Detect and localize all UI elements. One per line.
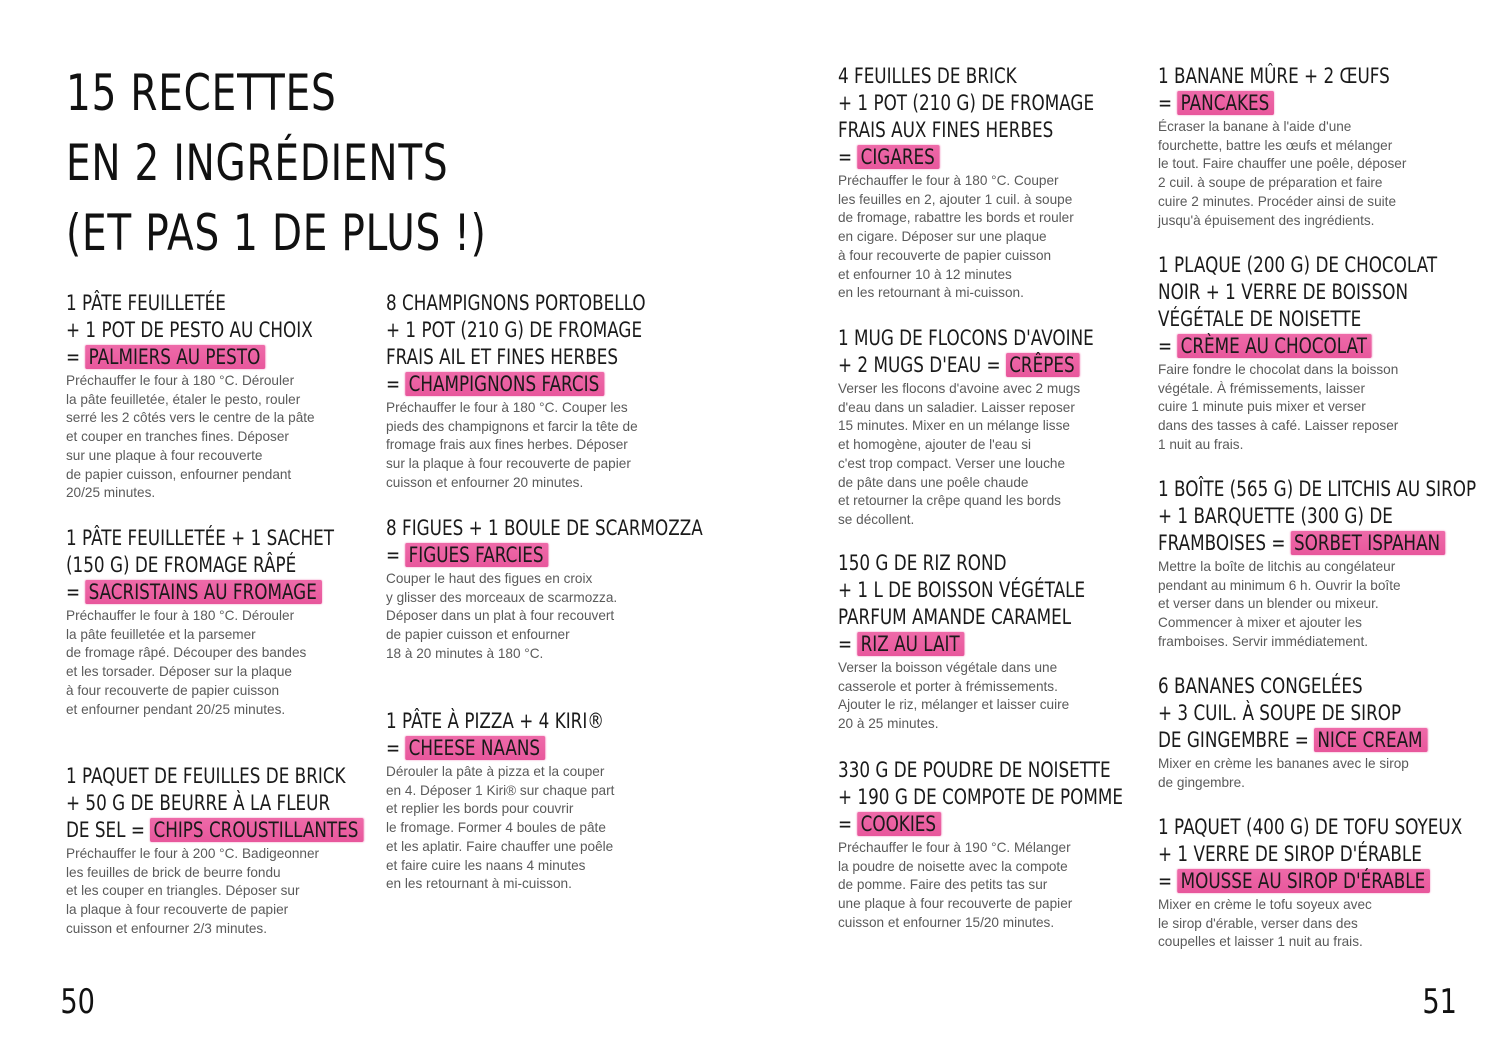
instruction-line: Verser les flocons d'avoine avec 2 mugs	[838, 381, 1081, 396]
recipe-instructions	[838, 172, 1138, 303]
recipe	[386, 708, 686, 894]
recipe-ingredients-line: + 1 VERRE DE SIROP D'ÉRABLE	[1158, 842, 1422, 866]
instruction-line: serré les 2 côtés vers le centre de la pâte	[66, 410, 315, 426]
recipe-result-highlight: CRÊPES	[1006, 353, 1079, 377]
instruction-line: la poudre de noisette avec la compote	[838, 858, 1068, 874]
instruction-line: et retourner la crêpe quand les bords	[838, 493, 1061, 509]
recipe-result-prefix: =	[66, 580, 86, 604]
recipe	[386, 290, 686, 493]
recipe	[66, 525, 366, 719]
recipe-result-prefix: + 2 MUGS D'EAU =	[838, 353, 1006, 377]
instruction-line: cuire 2 minutes. Procéder ainsi de suite	[1158, 193, 1397, 209]
instruction-line: Ajouter le riz, mélanger et laisser cuire	[838, 697, 1070, 713]
recipe-result-prefix: =	[386, 372, 406, 396]
instruction-line: 20/25 minutes.	[66, 485, 156, 501]
instruction-line: fromage frais aux fines herbes. Déposer	[386, 437, 628, 453]
recipe	[1158, 476, 1477, 652]
recipe-ingredients-line: + 3 CUIL. À SOUPE DE SIROP	[1158, 701, 1402, 725]
recipe-result-highlight: MOUSSE AU SIROP D'ÉRABLE	[1177, 869, 1430, 893]
instruction-line: sur la plaque à four recouverte de papier	[386, 456, 631, 472]
recipe	[386, 515, 703, 664]
recipe-result-highlight: RIZ AU LAIT	[857, 632, 964, 656]
instruction-line: Verser la boisson végétale dans une	[838, 660, 1058, 675]
recipe-ingredients-line: 1 PÂTE FEUILLETÉE + 1 SACHET	[66, 526, 335, 550]
instruction-line: et couper en tranches fines. Déposer	[66, 429, 289, 445]
instruction-line: c'est trop compact. Verser une louche	[838, 455, 1066, 471]
instruction-line: et replier les bords pour couvrir	[386, 801, 574, 817]
recipe-ingredients-line: + 1 L DE BOISSON VÉGÉTALE	[838, 578, 1086, 602]
instruction-line: 1 nuit au frais.	[1158, 436, 1244, 452]
instruction-line: végétale. À frémissements, laisser	[1158, 380, 1366, 396]
recipe-result-prefix: DE GINGEMBRE =	[1158, 728, 1315, 752]
recipe-result-line	[66, 579, 317, 606]
instruction-line: cuisson et enfourner 2/3 minutes.	[66, 920, 267, 936]
instruction-line: une plaque à four recouverte de papier	[838, 896, 1073, 912]
recipe-ingredients-line: 6 BANANES CONGELÉES	[1158, 674, 1363, 698]
recipe-ingredients-line: 1 PÂTE À PIZZA + 4 KIRI®	[386, 709, 605, 733]
recipe-result-highlight: CHAMPIGNONS FARCIS	[405, 372, 604, 396]
instruction-line: Faire fondre le chocolat dans la boisson	[1158, 362, 1399, 377]
instruction-line: de pâte dans une poêle chaude	[838, 474, 1029, 490]
instruction-line: de papier cuisson, enfourner pendant	[66, 466, 292, 482]
recipe-result-highlight: CHIPS CROUSTILLANTES	[150, 818, 363, 842]
recipe-result-line	[1158, 530, 1441, 557]
instruction-line: la pâte feuilletée, étaler le pesto, rouler	[66, 391, 301, 407]
recipe-ingredients-line: + 1 POT (210 G) DE FROMAGE	[386, 318, 643, 342]
recipe-ingredients-line: + 1 POT DE PESTO AU CHOIX	[66, 318, 313, 342]
instruction-line: Préchauffer le four à 180 °C. Dérouler	[66, 373, 295, 388]
recipe-ingredients-line: 1 PÂTE FEUILLETÉE	[66, 291, 226, 315]
recipe-instructions	[838, 380, 1138, 530]
recipe	[838, 757, 1138, 933]
recipe	[1158, 673, 1458, 792]
recipe	[66, 290, 366, 503]
instruction-line: 15 minutes. Mixer en un mélange lisse	[838, 418, 1070, 434]
recipe-result-line	[1158, 333, 1398, 360]
instruction-line: pieds des champignons et farcir la tête de	[386, 418, 638, 434]
instruction-line: en les retournant à mi-cuisson.	[386, 876, 572, 892]
recipe-instructions	[1158, 118, 1458, 230]
instruction-line: Déposer dans un plat à four recouvert	[386, 608, 615, 624]
recipe-result-highlight: CIGARES	[857, 145, 939, 169]
instruction-line: de fromage, rabattre les bords et rouler	[838, 210, 1074, 226]
recipe-ingredients-line: + 1 BARQUETTE (300 G) DE	[1158, 504, 1393, 528]
recipe-ingredients-line: + 50 G DE BEURRE À LA FLEUR	[66, 791, 331, 815]
recipe-result-line	[838, 144, 1078, 171]
recipe-instructions	[66, 607, 366, 719]
instruction-line: framboises. Servir immédiatement.	[1158, 633, 1369, 649]
recipe-result-highlight: CRÈME AU CHOCOLAT	[1177, 334, 1371, 358]
recipe-result-line	[1158, 727, 1423, 754]
recipe	[838, 325, 1138, 530]
recipe-result-line	[1158, 868, 1426, 895]
recipe-result-line	[838, 631, 1078, 658]
recipe-ingredients-line: 4 FEUILLES DE BRICK	[838, 64, 1017, 88]
recipe-ingredients-line: FRAIS AIL ET FINES HERBES	[386, 345, 619, 369]
instruction-line: le sirop d'érable, verser dans des	[1158, 915, 1358, 931]
instruction-line: de pomme. Faire des petits tas sur	[838, 877, 1048, 893]
recipe-result-highlight: NICE CREAM	[1314, 728, 1427, 752]
recipe-result-line	[838, 352, 1078, 379]
recipe-instructions	[1158, 755, 1458, 792]
instruction-line: de papier cuisson et enfourner	[386, 627, 570, 643]
instruction-line: de gingembre.	[1158, 774, 1245, 790]
recipe-result-line	[386, 735, 626, 762]
page-number-left: 50	[60, 982, 95, 1022]
recipe-result-prefix: =	[838, 145, 858, 169]
instruction-line: Préchauffer le four à 180 °C. Couper les	[386, 400, 628, 415]
instruction-line: cuire 1 minute puis mixer et verser	[1158, 399, 1366, 415]
recipe-result-prefix: =	[838, 632, 858, 656]
instruction-line: et verser dans un blender ou mixeur.	[1158, 596, 1379, 612]
instruction-line: et les torsader. Déposer sur la plaque	[66, 664, 292, 680]
recipe-ingredients-line: 1 PAQUET (400 G) DE TOFU SOYEUX	[1158, 815, 1463, 839]
recipe-instructions	[386, 763, 686, 894]
instruction-line: Mettre la boîte de litchis au congélateur	[1158, 559, 1396, 574]
instruction-line: jusqu'à épuisement des ingrédients.	[1158, 212, 1375, 228]
recipe-instructions	[66, 845, 366, 939]
recipe	[1158, 63, 1458, 230]
title-line: 15 RECETTES	[66, 64, 337, 122]
instruction-line: Couper le haut des figues en croix	[386, 571, 593, 586]
recipe-ingredients-line: 1 BANANE MÛRE + 2 ŒUFS	[1158, 64, 1390, 88]
recipe-ingredients-line: 1 BOÎTE (565 G) DE LITCHIS AU SIROP	[1158, 477, 1477, 501]
instruction-line: les feuilles de brick de beurre fondu	[66, 864, 281, 880]
recipe-result-line	[838, 811, 1078, 838]
instruction-line: Écraser la banane à l'aide d'une	[1158, 119, 1352, 134]
page-number-right: 51	[1422, 982, 1457, 1022]
recipe	[838, 550, 1138, 734]
recipe-result-highlight: PALMIERS AU PESTO	[85, 345, 265, 369]
instruction-line: et enfourner pendant 20/25 minutes.	[66, 701, 286, 717]
recipe-result-line	[386, 371, 626, 398]
recipe-instructions	[838, 839, 1138, 933]
instruction-line: et les couper en triangles. Déposer sur	[66, 883, 300, 899]
instruction-line: Préchauffer le four à 200 °C. Badigeonner	[66, 846, 320, 861]
recipe	[66, 763, 366, 939]
instruction-line: à four recouverte de papier cuisson	[838, 247, 1052, 263]
recipe-ingredients-line: 330 G DE POUDRE DE NOISETTE	[838, 758, 1111, 782]
instruction-line: en les retournant à mi-cuisson.	[838, 285, 1024, 301]
instruction-line: Préchauffer le four à 190 °C. Mélanger	[838, 840, 1071, 855]
recipe-result-highlight: SACRISTAINS AU FROMAGE	[85, 580, 321, 604]
recipe-result-prefix: =	[838, 812, 858, 836]
recipe-ingredients-line: + 1 POT (210 G) DE FROMAGE	[838, 91, 1095, 115]
recipe-ingredients-line: (150 G) DE FROMAGE RÂPÉ	[66, 553, 297, 577]
recipe-result-line	[1158, 90, 1398, 117]
instruction-line: Mixer en crème les bananes avec le sirop	[1158, 756, 1409, 771]
recipe-ingredients-line: VÉGÉTALE DE NOISETTE	[1158, 307, 1362, 331]
recipe-result-prefix: =	[386, 736, 406, 760]
recipe-result-highlight: SORBET ISPAHAN	[1291, 531, 1445, 555]
instruction-line: et faire cuire les naans 4 minutes	[386, 857, 586, 873]
recipe-result-line	[386, 542, 626, 569]
recipe-ingredients-line: FRAIS AUX FINES HERBES	[838, 118, 1054, 142]
instruction-line: 2 cuil. à soupe de préparation et faire	[1158, 175, 1383, 191]
recipe-result-prefix: =	[66, 345, 86, 369]
instruction-line: le fromage. Former 4 boules de pâte	[386, 820, 606, 836]
instruction-line: cuisson et enfourner 20 minutes.	[386, 474, 584, 490]
instruction-line: dans des tasses à café. Laisser reposer	[1158, 418, 1399, 434]
recipe-ingredients-line: + 190 G DE COMPOTE DE POMME	[838, 785, 1123, 809]
instruction-line: les feuilles en 2, ajouter 1 cuil. à soupe	[838, 191, 1073, 207]
instruction-line: casserole et porter à frémissements.	[838, 678, 1058, 694]
instruction-line: et homogène, ajouter de l'eau si	[838, 437, 1032, 453]
instruction-line: la pâte feuilletée et la parsemer	[66, 626, 256, 642]
instruction-line: de fromage râpé. Découper des bandes	[66, 645, 307, 661]
recipe-result-prefix: DE SEL =	[66, 818, 151, 842]
instruction-line: coupelles et laisser 1 nuit au frais.	[1158, 934, 1363, 950]
recipe-result-prefix: FRAMBOISES =	[1158, 531, 1291, 555]
recipe-result-line	[66, 817, 359, 844]
instruction-line: se décollent.	[838, 511, 915, 527]
instruction-line: y glisser des morceaux de scarmozza.	[386, 589, 618, 605]
instruction-line: et enfourner 10 à 12 minutes	[838, 266, 1012, 282]
recipe-ingredients-line: 150 G DE RIZ ROND	[838, 551, 1007, 575]
recipe-result-highlight: FIGUES FARCIES	[405, 543, 548, 567]
instruction-line: Dérouler la pâte à pizza et la couper	[386, 764, 605, 779]
recipe-result-prefix: =	[1158, 91, 1178, 115]
recipe-result-highlight: CHEESE NAANS	[405, 736, 544, 760]
recipe-ingredients-line: PARFUM AMANDE CARAMEL	[838, 605, 1072, 629]
recipe-ingredients-line: 1 PLAQUE (200 G) DE CHOCOLAT	[1158, 253, 1438, 277]
recipe-instructions	[1158, 896, 1458, 952]
instruction-line: la plaque à four recouverte de papier	[66, 902, 289, 918]
recipe-result-prefix: =	[1158, 869, 1178, 893]
instruction-line: le tout. Faire chauffer une poêle, déposer	[1158, 156, 1407, 172]
instruction-line: en cigare. Déposer sur une plaque	[838, 229, 1047, 245]
title-line: (ET PAS 1 DE PLUS !)	[66, 204, 487, 262]
recipe-instructions	[838, 659, 1138, 734]
recipe-instructions	[66, 372, 366, 503]
title-line: EN 2 INGRÉDIENTS	[66, 134, 449, 192]
recipe-instructions	[386, 570, 686, 664]
recipe	[1158, 814, 1463, 952]
page-title	[66, 58, 487, 268]
recipe-ingredients-line: 8 CHAMPIGNONS PORTOBELLO	[386, 291, 646, 315]
recipe-ingredients-line: 1 PAQUET DE FEUILLES DE BRICK	[66, 764, 346, 788]
instruction-line: Mixer en crème le tofu soyeux avec	[1158, 897, 1372, 912]
recipe-result-prefix: =	[1158, 334, 1178, 358]
instruction-line: Préchauffer le four à 180 °C. Dérouler	[66, 608, 295, 623]
instruction-line: sur une plaque à four recouverte	[66, 447, 263, 463]
recipe-result-highlight: PANCAKES	[1177, 91, 1274, 115]
recipe-ingredients-line: 8 FIGUES + 1 BOULE DE SCARMOZZA	[386, 516, 703, 540]
instruction-line: 20 à 25 minutes.	[838, 716, 939, 732]
instruction-line: et les aplatir. Faire chauffer une poêle	[386, 838, 614, 854]
recipe-ingredients-line: NOIR + 1 VERRE DE BOISSON	[1158, 280, 1409, 304]
instruction-line: 18 à 20 minutes à 180 °C.	[386, 645, 544, 661]
instruction-line: pendant au minimum 6 h. Ouvrir la boîte	[1158, 577, 1401, 593]
instruction-line: à four recouverte de papier cuisson	[66, 682, 280, 698]
recipe-result-highlight: COOKIES	[857, 812, 940, 836]
recipe-instructions	[1158, 558, 1458, 652]
instruction-line: fourchette, battre les œufs et mélanger	[1158, 137, 1393, 153]
recipe-result-prefix: =	[386, 543, 406, 567]
recipe-instructions	[1158, 361, 1458, 455]
instruction-line: cuisson et enfourner 15/20 minutes.	[838, 914, 1055, 930]
recipe-result-line	[66, 344, 306, 371]
instruction-line: en 4. Déposer 1 Kiri® sur chaque part	[386, 782, 615, 798]
instruction-line: Commencer à mixer et ajouter les	[1158, 615, 1362, 631]
recipe-ingredients-line: 1 MUG DE FLOCONS D'AVOINE	[838, 326, 1094, 350]
instruction-line: Préchauffer le four à 180 °C. Couper	[838, 173, 1059, 188]
recipe-instructions	[386, 399, 686, 493]
instruction-line: d'eau dans un saladier. Laisser reposer	[838, 399, 1075, 415]
recipe	[1158, 252, 1458, 455]
recipe	[838, 63, 1138, 303]
